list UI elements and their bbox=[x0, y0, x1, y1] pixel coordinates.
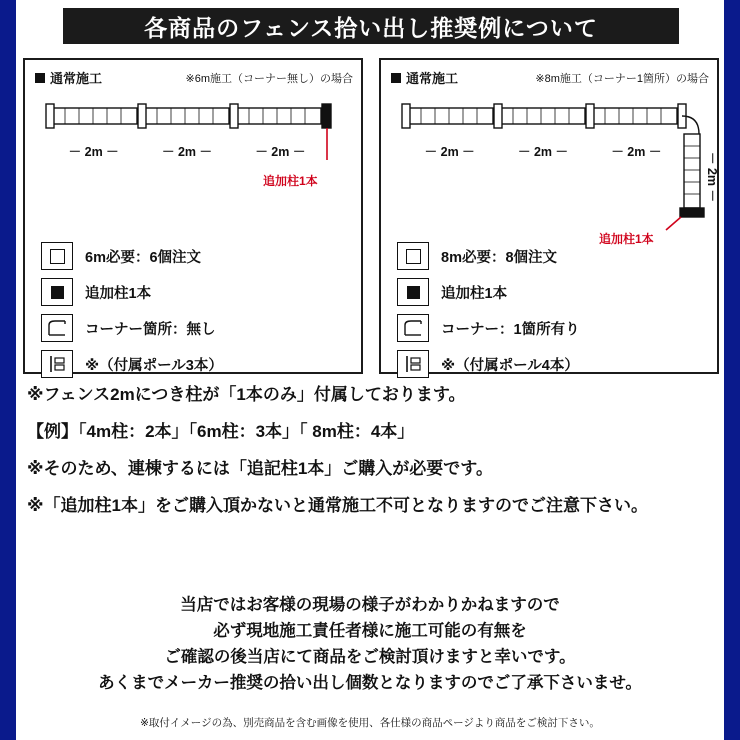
footer-disclaimer: ※取付イメージの為、別売商品を含む画像を使用、各仕様の商品ページより商品をご検討下さい。 bbox=[140, 717, 600, 729]
vertical-segment-label-8m: － 2m － bbox=[705, 152, 719, 203]
spec-row bbox=[41, 310, 351, 346]
note-item: 【例】「4m柱：2本」「6m柱：3本」「 8m柱：4本」 bbox=[27, 422, 415, 441]
callout-additional-post-6m: 追加柱1本 bbox=[263, 174, 318, 188]
segment-label: － 2m － bbox=[255, 145, 306, 159]
spec-row bbox=[397, 310, 707, 346]
note-item: ※フェンス2mにつき柱が「1本のみ」付属しております。 bbox=[27, 385, 466, 404]
pole-icon bbox=[397, 350, 429, 378]
spec-label: コーナー箇所：無し bbox=[85, 321, 216, 338]
square-bullet-icon bbox=[35, 73, 45, 83]
footer-line: あくまでメーカー推奨の拾い出し個数となりますのでご了承下さいませ。 bbox=[98, 674, 642, 692]
corner-icon bbox=[397, 314, 429, 342]
filled-square-icon bbox=[41, 278, 73, 306]
page-title: 各商品のフェンス拾い出し推奨例について bbox=[63, 8, 679, 44]
spec-row bbox=[397, 274, 707, 310]
panel-8m-diagram bbox=[381, 90, 719, 246]
spec-row bbox=[397, 346, 707, 382]
segment-label: － 2m － bbox=[611, 145, 662, 159]
additional-post-marker-6m bbox=[322, 104, 331, 128]
panel-8m-spec-list bbox=[397, 238, 707, 382]
spec-label: 追加柱1本 bbox=[85, 285, 152, 302]
panel-6m-header bbox=[35, 68, 353, 87]
panel-8m-header bbox=[391, 68, 709, 87]
spec-row bbox=[41, 274, 351, 310]
segment-label: － 2m － bbox=[161, 145, 212, 159]
corner-icon bbox=[41, 314, 73, 342]
panel-6m-spec-list bbox=[41, 238, 351, 382]
spec-label: 8m必要：8個注文 bbox=[441, 249, 558, 266]
footer-line: ご確認の後当店にて商品をご検討頂けますと幸いです。 bbox=[164, 648, 576, 666]
panel-8m-heading: 通常施工 bbox=[406, 71, 459, 86]
footer-block bbox=[21, 592, 719, 736]
left-blue-border bbox=[0, 0, 16, 740]
segment-labels-8m bbox=[403, 142, 683, 160]
notes-list bbox=[27, 380, 717, 528]
open-square-icon bbox=[397, 242, 429, 270]
spec-row bbox=[41, 238, 351, 274]
filled-square-icon bbox=[397, 278, 429, 306]
panel-6m-heading: 通常施工 bbox=[50, 71, 103, 86]
fence-diagram-8m bbox=[381, 90, 717, 240]
spec-label: 6m必要：6個注文 bbox=[85, 249, 202, 266]
callout-additional-post-8m: 追加柱1本 bbox=[599, 232, 654, 246]
additional-post-marker-8m bbox=[680, 208, 704, 217]
segment-label: － 2m － bbox=[517, 145, 568, 159]
segment-label: － 2m － bbox=[424, 145, 475, 159]
footer-line: 当店ではお客様の現場の様子がわかりかねますので bbox=[180, 596, 560, 614]
square-bullet-icon bbox=[391, 73, 401, 83]
note-item: ※そのため、連棟するには「追記柱1本」ご購入が必要です。 bbox=[27, 459, 493, 478]
right-blue-border bbox=[724, 0, 740, 740]
spec-label: コーナー：1箇所有り bbox=[441, 321, 580, 338]
pole-icon bbox=[41, 350, 73, 378]
spec-row bbox=[397, 238, 707, 274]
spec-label: ※（付属ポール3本） bbox=[85, 357, 223, 374]
panel-6m bbox=[23, 58, 363, 374]
spec-label: 追加柱1本 bbox=[441, 285, 508, 302]
segment-label: － 2m － bbox=[68, 145, 119, 159]
page-content bbox=[21, 0, 719, 740]
footer-line: 必ず現地施工責任者様に施工可能の有無を bbox=[213, 622, 527, 640]
segment-labels-6m bbox=[47, 142, 327, 160]
open-square-icon bbox=[41, 242, 73, 270]
fence-diagram-6m bbox=[25, 90, 361, 240]
panel-8m-condition: ※8m施工（コーナー1箇所）の場合 bbox=[535, 72, 709, 85]
note-item: ※「追加柱1本」をご購入頂かないと通常施工不可となりますのでご注意下さい。 bbox=[27, 496, 648, 515]
spec-row bbox=[41, 346, 351, 382]
panel-6m-diagram bbox=[25, 90, 361, 240]
panel-6m-condition: ※6m施工（コーナー無し）の場合 bbox=[185, 72, 353, 85]
spec-label: ※（付属ポール4本） bbox=[441, 357, 579, 374]
right-border-inner-line bbox=[719, 0, 724, 740]
panel-8m bbox=[379, 58, 719, 374]
